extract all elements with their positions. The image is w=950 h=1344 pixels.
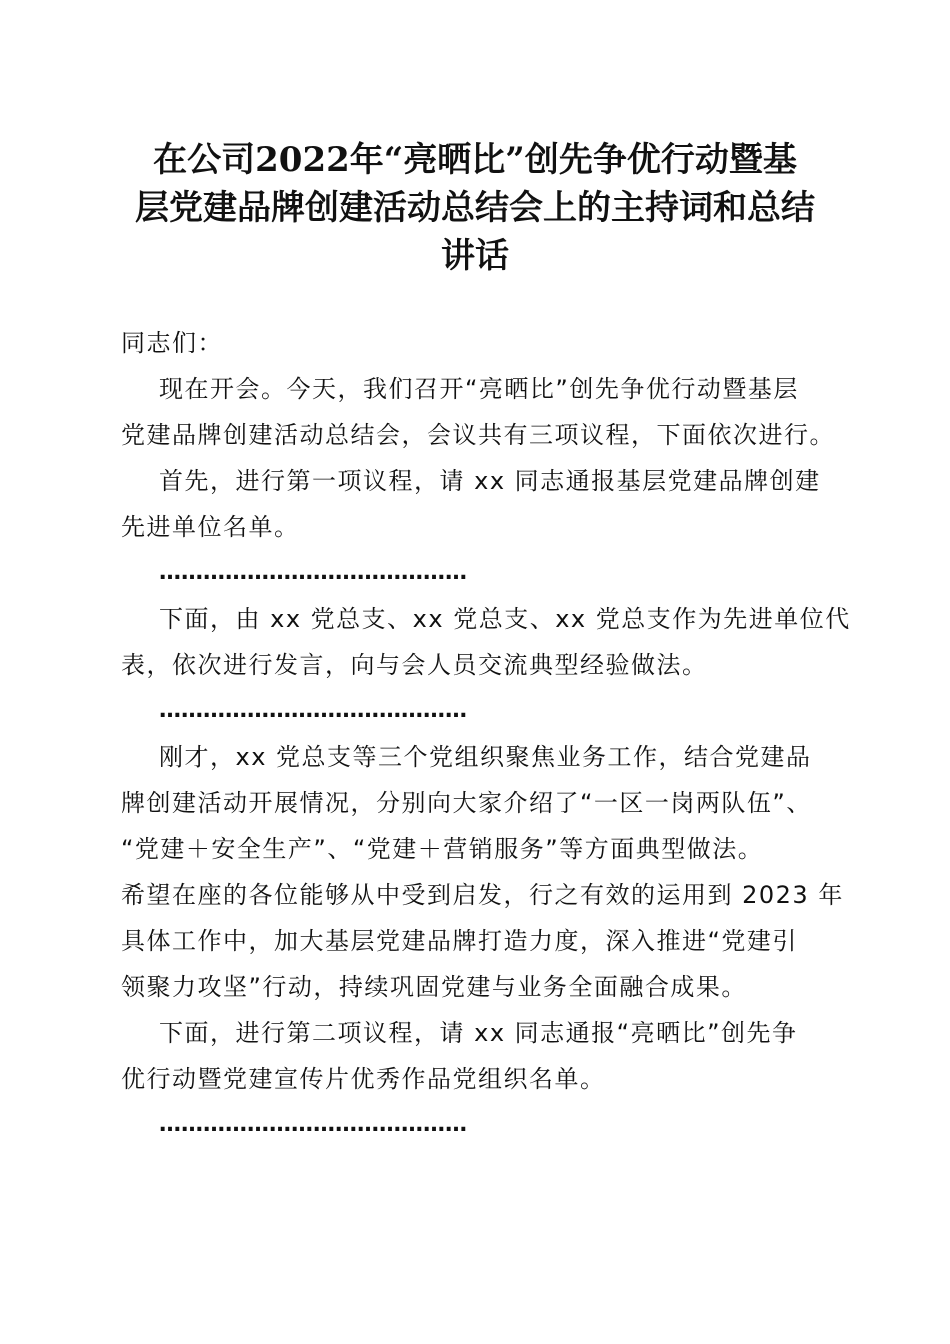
ellipsis-separator: [121, 1102, 831, 1148]
document-body: [121, 320, 851, 1148]
paragraph-line: 先进单位名单。: [121, 513, 300, 541]
paragraph-line: 下面，由 xx 党总支、xx 党总支、xx 党总支作为先进单位代: [159, 605, 851, 633]
document-title: [100, 136, 850, 280]
paragraph-summary: [121, 734, 844, 1010]
paragraph-line: 表，依次进行发言，向与会人员交流典型经验做法。: [121, 651, 708, 679]
ellipsis-separator: [121, 550, 831, 596]
title-line: 在公司2022年“亮晒比”创先争优行动暨基: [153, 140, 797, 180]
paragraph-line: 具体工作中，加大基层党建品牌打造力度，深入推进“党建引: [121, 927, 798, 955]
paragraph-line: 优行动暨党建宣传片优秀作品党组织名单。: [121, 1065, 606, 1093]
paragraph-line: 党建品牌创建活动总结会，会议共有三项议程，下面依次进行。: [121, 421, 835, 449]
paragraph-line: 下面，进行第二项议程，请 xx 同志通报“亮晒比”创先争: [159, 1019, 798, 1047]
paragraph-line: 刚才，xx 党总支等三个党组织聚焦业务工作，结合党建品: [159, 743, 812, 771]
paragraph-opening: [121, 366, 835, 458]
paragraph-line: 牌创建活动开展情况，分别向大家介绍了“一区一岗两队伍”、: [121, 789, 812, 817]
paragraph-line: 领聚力攻坚”行动，持续巩固党建与业务全面融合成果。: [121, 973, 747, 1001]
title-line: 讲话: [441, 236, 509, 276]
ellipsis-text: ……………………………………: [159, 1112, 467, 1137]
paragraph-line: 首先，进行第一项议程，请 xx 同志通报基层党建品牌创建: [159, 467, 821, 495]
paragraph-line: 希望在座的各位能够从中受到启发，行之有效的运用到 2023 年: [121, 881, 844, 909]
ellipsis-separator: [121, 688, 831, 734]
paragraph-agenda-two: [121, 1010, 831, 1102]
paragraph-representatives: [121, 596, 851, 688]
salutation: [121, 320, 831, 366]
paragraph-line: “党建＋安全生产”、“党建＋营销服务”等方面典型做法。: [121, 835, 764, 863]
title-line: 层党建品牌创建活动总结会上的主持词和总结: [135, 188, 815, 228]
ellipsis-text: ……………………………………: [159, 560, 467, 585]
ellipsis-text: ……………………………………: [159, 698, 467, 723]
salutation-text: 同志们：: [121, 329, 223, 357]
paragraph-line: 现在开会。今天，我们召开“亮晒比”创先争优行动暨基层: [159, 375, 799, 403]
paragraph-agenda-one: [121, 458, 831, 550]
